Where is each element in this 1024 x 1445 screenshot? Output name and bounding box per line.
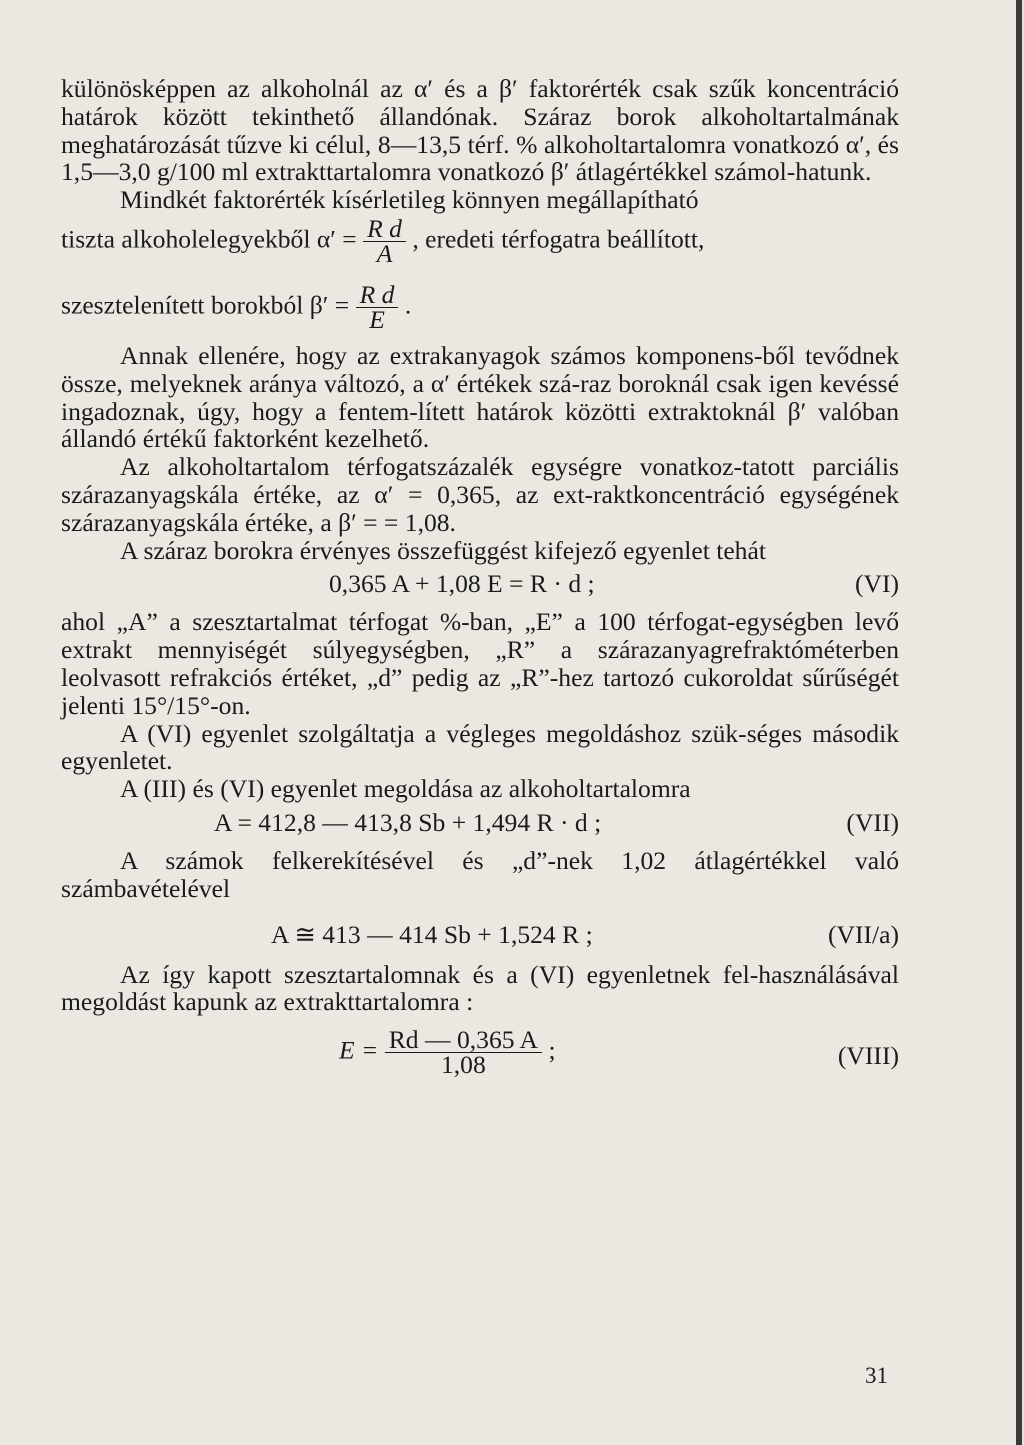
paragraph-10: Az így kapott szesztartalomnak és a (VI) egyenletnek fel-használásával megoldást kapunk az extrakttartalomra :	[61, 959, 899, 1017]
formula-alpha-lead: tiszta alkoholelegyekből α′ =	[61, 224, 357, 254]
paragraph-6: ahol „A” a szesztartalmat térfogat %-ban, „E” a 100 térfogat-egységben levő extrakt mennyiségét súlyegységben, „R” a szárazanyagrefraktóméterben leolvasott refrakciós értéket, „d” pedig az „R”-hez tartozó cukoroldat sűrűségét jelenti 15°/15°-on.	[61, 607, 899, 720]
equation-vii-a	[61, 903, 899, 961]
equation-viii-tail: ;	[548, 1035, 556, 1065]
paragraph-9: A számok felkerekítésével és „d”-nek 1,02 átlagértékkel való számbavételével	[61, 845, 899, 903]
equation-viii-lead: E =	[339, 1035, 379, 1065]
equation-viii-label: (VIII)	[837, 1041, 899, 1071]
formula-beta-tail: .	[404, 290, 412, 320]
formula-alpha	[61, 214, 899, 280]
fraction-rd-over-a	[363, 213, 406, 268]
equation-vii	[61, 803, 899, 847]
formula-beta	[61, 280, 899, 342]
equation-vii-label: (VII)	[846, 807, 899, 837]
page-number: 31	[865, 1363, 888, 1388]
equation-viii	[61, 1016, 899, 1096]
formula-beta-lead: szesztelenített borokból β′ =	[61, 290, 350, 320]
formula-alpha-tail: , eredeti térfogatra beállított,	[412, 224, 705, 254]
equation-vii-a-label: (VII/a)	[827, 919, 899, 949]
equation-vi-label: (VI)	[854, 569, 899, 599]
paragraph-5: A száraz borokra érvényes összefüggést kifejező egyenlet tehát	[120, 535, 766, 565]
equation-vii-a-body: A ≅ 413 — 414 Sb + 1,524 R ;	[271, 919, 593, 949]
fraction-denominator: A	[376, 238, 393, 268]
fraction-denominator: 1,08	[440, 1050, 486, 1080]
fraction-numerator: R d	[356, 283, 399, 308]
paragraph-3: Annak ellenére, hogy az extrakanyagok számos komponens-ből tevődnek össze, melyeknek aránya változó, a α′ értékek szá-raz boroknál csak igen kevéssé ingadoznak, úgy, hogy a fentem-lített határok közötti extraktoknál β′ valóban állandó értékű faktorként kezelhető.	[61, 340, 899, 454]
page-text	[61, 75, 899, 1096]
equation-vi-body: 0,365 A + 1,08 E = R · d ;	[329, 569, 595, 599]
fraction-numerator: R d	[363, 217, 406, 242]
paragraph-2: Mindkét faktorérték kísérletileg könnyen megállapítható	[120, 185, 699, 215]
paragraph-4: Az alkoholtartalom térfogatszázalék egységre vonatkoz-tatott parciális szárazanyagskála értéke, az α′ = 0,365, az ext-raktkoncentráció egységének szárazanyagskála értéke, a β′ = = 1,08.	[61, 452, 899, 537]
equation-vii-body: A = 412,8 — 413,8 Sb + 1,494 R · d ;	[214, 807, 602, 837]
fraction-extract	[385, 1025, 542, 1080]
fraction-denominator: E	[369, 304, 385, 334]
fraction-numerator: Rd — 0,365 A	[385, 1028, 542, 1053]
paragraph-8: A (III) és (VI) egyenlet megoldása az alkoholtartalomra	[120, 774, 691, 804]
fraction-rd-over-e	[356, 279, 399, 334]
paragraph-1: különösképpen az alkoholnál az α′ és a β′ faktorérték csak szűk koncentráció határok között tekinthető állandónak. Száraz borok alkoholtartalmának meghatározását tűzve ki célul, 8—13,5 térf. % alkoholtartalomra vonatkozó α′, és 1,5—3,0 g/100 ml extrakttartalomra vonatkozó β′ átlagértékkel számol-hatunk.	[61, 74, 899, 187]
equation-vi	[61, 564, 899, 608]
paragraph-7: A (VI) egyenlet szolgáltatja a végleges megoldáshoz szük-séges második egyenletet.	[61, 718, 899, 776]
